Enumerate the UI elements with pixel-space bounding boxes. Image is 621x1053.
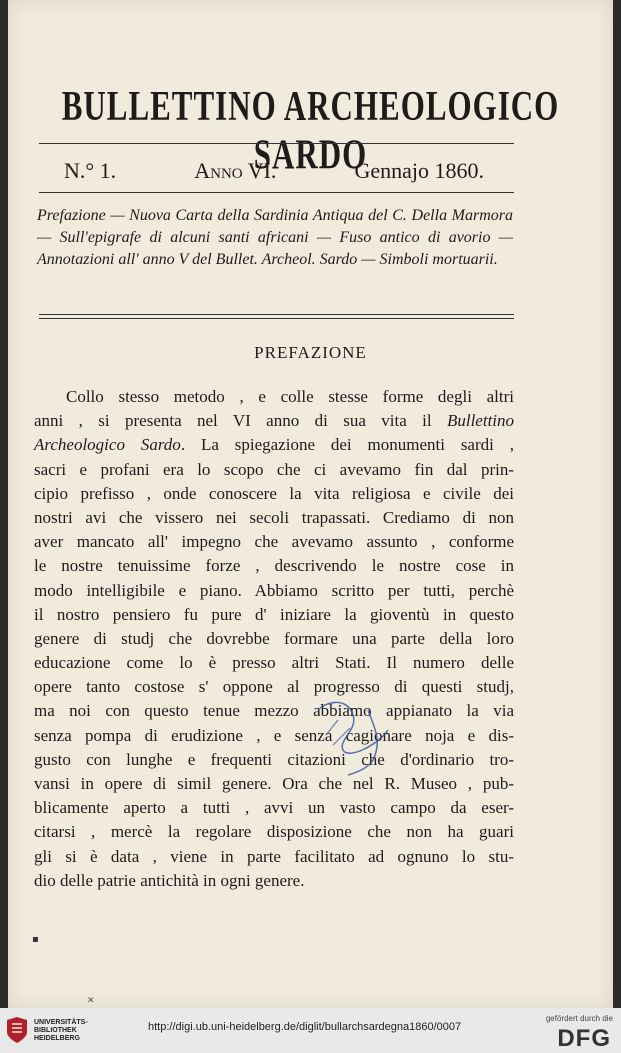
double-rule-upper (39, 314, 514, 315)
body-line: sacri e profani era lo scopo che ci avevamo fin dal prin- (34, 459, 514, 479)
journal-title: BULLETTINO ARCHEOLOGICO SARDO (61, 82, 560, 178)
footer-bar (0, 1008, 621, 1053)
source-url[interactable]: http://digi.ub.uni-heidelberg.de/diglit/bullarchsardegna1860/0007 (148, 1021, 462, 1033)
contents-summary: Prefazione — Nuova Carta della Sardinia Antiqua del C. Della Marmora — Sull'epigrafe di alcuni santi africani — Fuso antico di avorio — Annotazioni all' anno V del Bullet. Archeol. Sardo — Simboli mortuarii. (37, 207, 513, 268)
issue-year: Anno VI. (194, 158, 277, 183)
body-line: aver mancato all' impegno che avevamo assunto , conforme (34, 532, 514, 552)
body-line: gli si è data , viene in parte facilitato ad ognuno lo stu- (34, 846, 514, 866)
issue-rule (39, 192, 514, 193)
double-rule-lower (39, 318, 514, 319)
library-stamp-icon (298, 690, 408, 780)
body-line: modo intelligibile e piano. Abbiamo scritto per tutti, perchè (34, 580, 514, 600)
issue-line (64, 158, 484, 188)
issue-date: Gennajo 1860. (354, 158, 484, 183)
body-line: ma noi con questo tenue mezzo abbiamo appianato la via (34, 701, 514, 721)
body-line: cipio prefisso , onde conoscere la vita religiosa e civile dei (34, 483, 514, 503)
body-line: Archeologico Sardo. La spiegazione dei monumenti sardi , (34, 435, 514, 455)
issue-number: N.° 1. (64, 158, 117, 183)
body-line: blicamente aperto a tutti , avvi un vasto campo da eser- (34, 798, 514, 818)
body-line: dio delle patrie antichità in ogni genere. (34, 870, 305, 890)
body-line: gusto con lunghe e frequenti citazioni che d'ordinario tro- (34, 749, 514, 769)
italic-title-cont: Archeologico Sardo (34, 435, 181, 455)
section-heading: PREFAZIONE (254, 343, 367, 362)
body-line: nostri avi che vissero nei secoli trapassati. Crediamo di non (34, 507, 514, 527)
body-line: Collo stesso metodo , e colle stesse forme degli altri (66, 387, 514, 406)
body-line: genere di studj che dovrebbe formare una parte della loro (34, 628, 514, 648)
body-line: anni , si presenta nel VI anno di sua vita il Bullettino (34, 411, 515, 431)
body-line: il nostro pensiero fu pure d' iniziare la gioventù in questo (34, 604, 514, 624)
page-mark-icon: ▪ (32, 934, 39, 945)
body-line: citarsi , mercè la regolare disposizione che non ha guari (34, 822, 514, 842)
library-name: UNIVERSITÄTS- BIBLIOTHEK HEIDELBERG (34, 1019, 88, 1042)
body-line: vansi in opere di simil genere. Ora che nel R. Museo , pub- (34, 774, 514, 793)
body-text (34, 385, 514, 893)
body-line: educazione come lo è presso altri Stati. Il numero delle (34, 653, 514, 673)
page-mark-small-icon: ✕ (87, 996, 95, 1006)
body-line: opere tanto costose s' oppone al progresso di questi studj, (34, 677, 514, 697)
body-line: senza pompa di erudizione , e senza cagionare noja e dis- (34, 725, 514, 745)
body-line: le nostre tenuissime forze , descrivendo le nostre cose in (34, 556, 514, 576)
scanned-page (8, 0, 613, 1008)
dfg-logo: DFG (557, 1025, 611, 1052)
funded-by-label: gefördert durch die (545, 1014, 613, 1023)
library-logo-icon (5, 1016, 29, 1044)
title-rule (39, 143, 514, 144)
italic-title: Bullettino (446, 411, 515, 431)
